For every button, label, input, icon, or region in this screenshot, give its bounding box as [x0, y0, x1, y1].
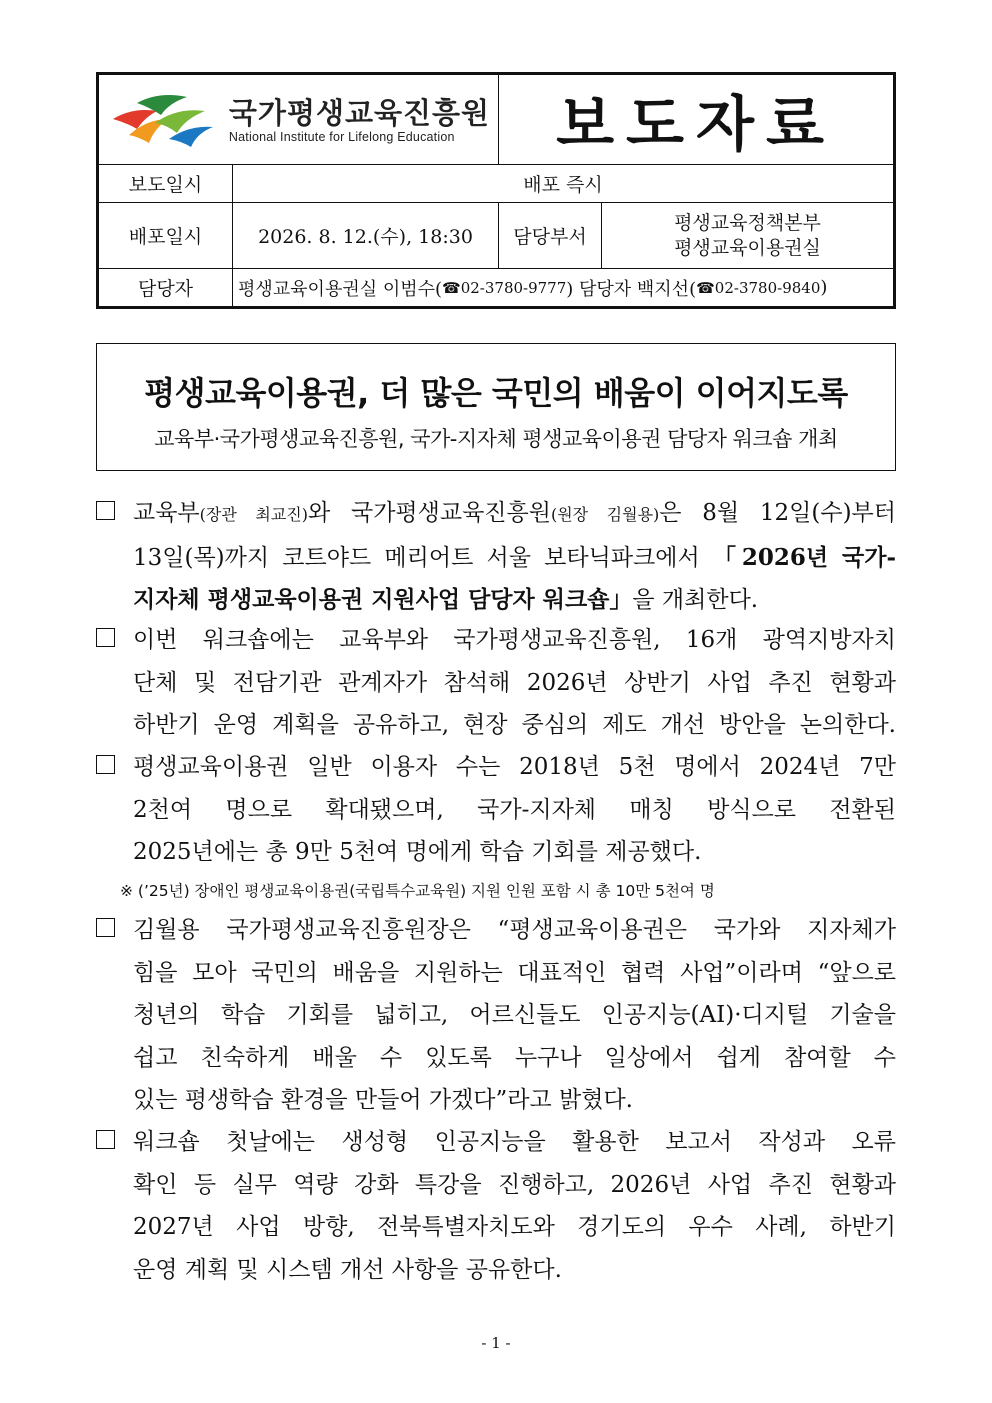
org-logo-cell [99, 75, 499, 164]
org-logo-icon [107, 89, 219, 151]
paragraph-line: 있는 평생학습 환경을 만들어 가겠다”라고 밝혔다. [133, 1087, 633, 1113]
paragraph-line: 워크숍 첫날에는 생성형 인공지능을 활용한 보고서 작성과 오류 [133, 1129, 896, 1155]
paragraph-line: 교육부(장관 최교진)와 국가평생교육진흥원(원장 김월용)은 8월 12일(수)부터 [133, 500, 896, 526]
org-name-korean: 국가평생교육진흥원 [228, 95, 491, 130]
paragraph-line: 단체 및 전담기관 관계자가 참석해 2026년 상반기 사업 추진 현황과 [133, 669, 896, 696]
contact-phone-2: ☎02-3780-9840 [696, 278, 821, 297]
contact-row [99, 269, 893, 306]
org-name-english: National Institute for Lifelong Education [228, 129, 455, 144]
report-date-value: 배포 즉시 [523, 174, 603, 196]
paragraph-line: 2027년 사업 방향, 전북특별자치도와 경기도의 우수 사례, 하반기 [133, 1214, 896, 1240]
header-top-row [99, 75, 893, 165]
department-value [602, 203, 893, 268]
body-paragraph-5 [96, 1121, 896, 1291]
paragraph-line: 이번 워크숍에는 교육부와 국가평생교육진흥원, 16개 광역지방자치 [133, 627, 896, 653]
paragraph-line: 평생교육이용권 일반 이용자 수는 2018년 5천 명에서 2024년 7만 [133, 754, 896, 780]
checkbox-bullet-icon [96, 501, 115, 520]
paragraph-line: 확인 등 실무 역량 강화 특강을 진행하고, 2026년 사업 추진 현황과 [133, 1171, 896, 1198]
headline-box [96, 343, 896, 471]
footnote-text: ※ (’25년) 장애인 평생교육이용권(국립특수교육원) 지원 인원 포함 시 총 10만 5천여 명 [120, 882, 715, 900]
contact-text-3: ) [820, 277, 828, 298]
checkbox-bullet-icon [96, 628, 115, 647]
paragraph-line: 13일(목)까지 코트야드 메리어트 서울 보타닉파크에서 「2026년 국가- [133, 543, 896, 571]
release-date-row [99, 203, 893, 269]
document-type-title: 보도자료 [556, 89, 836, 160]
contact-value [233, 269, 893, 306]
paragraph-line: 쉽고 친숙하게 배울 수 있도록 누구나 일상에서 쉽게 참여할 수 [133, 1044, 896, 1071]
report-date-label: 보도일시 [99, 165, 233, 202]
body-paragraph-4 [96, 909, 896, 1122]
contact-text-1: 평생교육이용권실 이범수( [238, 278, 443, 300]
body-paragraph-1 [96, 492, 896, 622]
contact-label: 담당자 [99, 269, 233, 306]
department-line-2: 평생교육이용권실 [674, 236, 821, 259]
department-line-1: 평생교육정책본부 [674, 211, 821, 234]
paragraph-line: 지자체 평생교육이용권 지원사업 담당자 워크숍」을 개최한다. [133, 586, 759, 613]
checkbox-bullet-icon [96, 755, 115, 774]
paragraph-line: 힘을 모아 국민의 배움을 지원하는 대표적인 협력 사업”이라며 “앞으로 [133, 959, 896, 986]
body-paragraph-3 [96, 746, 896, 874]
paragraph-line: 2025년에는 총 9만 5천여 명에게 학습 기회를 제공했다. [133, 839, 702, 865]
press-header-table [96, 72, 896, 309]
paragraph-line: 운영 계획 및 시스템 개선 사항을 공유한다. [133, 1256, 562, 1283]
page-number: - 1 - [481, 1334, 511, 1352]
checkbox-bullet-icon [96, 918, 115, 937]
paragraph-line: 2천여 명으로 확대됐으며, 국가-지자체 매칭 방식으로 전환된 [133, 796, 896, 823]
release-date-value: 2026. 8. 12.(수), 18:30 [233, 203, 499, 268]
paragraph-line: 김월용 국가평생교육진흥원장은 “평생교육이용권은 국가와 지자체가 [133, 917, 896, 943]
release-date-label: 배포일시 [99, 203, 233, 268]
headline-title: 평생교육이용권, 더 많은 국민의 배움이 이어지도록 [144, 374, 848, 412]
paragraph-line: 청년의 학습 기회를 넓히고, 어르신들도 인공지능(AI)·디지털 기술을 [133, 1002, 896, 1028]
report-date-row [99, 165, 893, 203]
checkbox-bullet-icon [96, 1130, 115, 1149]
contact-text-2: ) 담당자 백지선( [566, 278, 697, 300]
contact-phone-1: ☎02-3780-9777 [442, 278, 567, 297]
department-label: 담당부서 [499, 203, 602, 268]
headline-subtitle: 교육부·국가평생교육진흥원, 국가-지자체 평생교육이용권 담당자 워크숍 개최 [154, 427, 838, 451]
paragraph-line: 하반기 운영 계획을 공유하고, 현장 중심의 제도 개선 방안을 논의한다. [133, 712, 896, 738]
body-paragraph-2 [96, 619, 896, 747]
